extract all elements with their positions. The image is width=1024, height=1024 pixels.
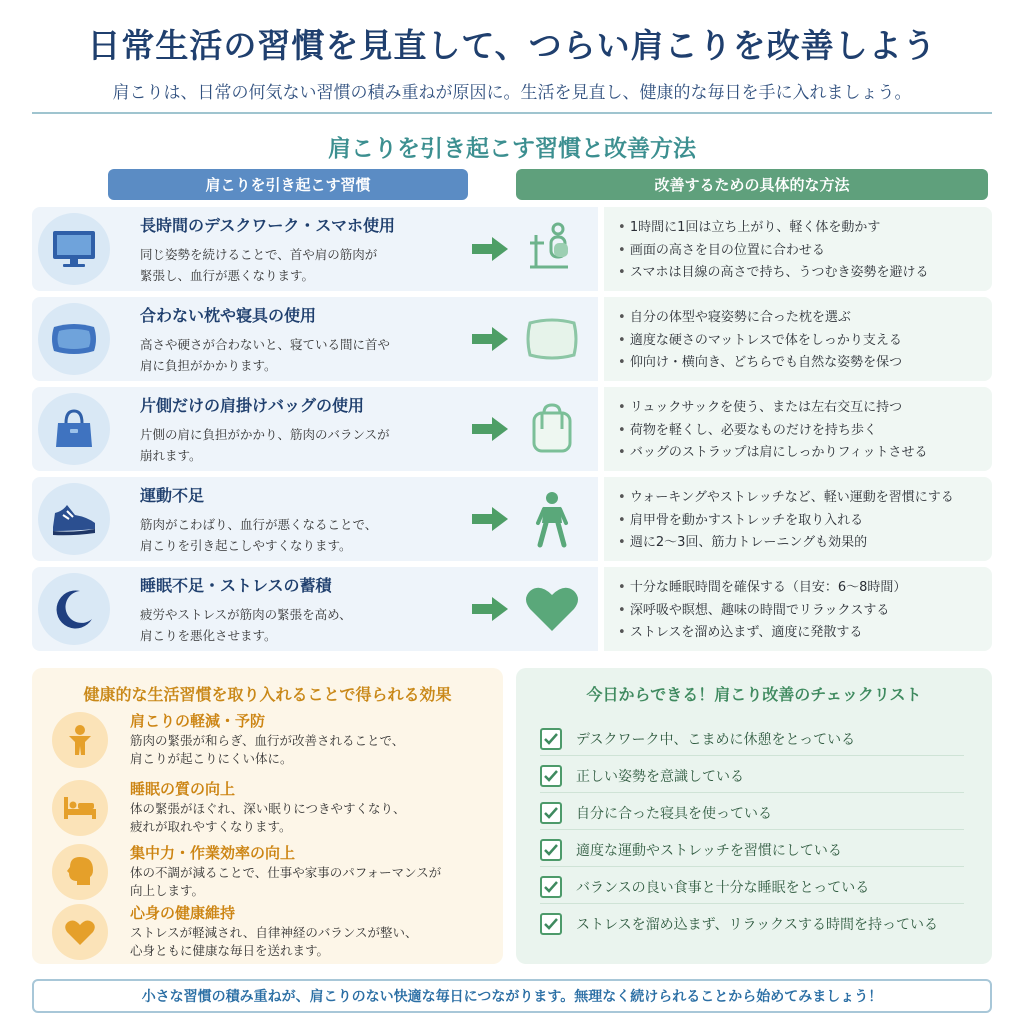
solution-card [604,477,992,561]
checklist-label: デスクワーク中、こまめに休憩をとっている [576,731,856,748]
tip-item: • 荷物を軽くし、必要なものだけを持ち歩く [618,420,992,443]
solution-card [604,297,992,381]
walking-person-icon [522,489,582,549]
page-subtitle: 肩こりは、日常の何気ない習慣の積み重ねが原因に。生活を見直し、健康的な毎日を手に入れましょう。 [112,83,912,103]
checklist-item[interactable] [540,907,964,941]
tip-list [618,577,992,645]
benefit-title: 肩こりの軽減・予防 [130,712,266,730]
solution-card [604,207,992,291]
benefit-title: 集中力・作業効率の向上 [130,844,296,862]
checklist-label: 自分に合った寝具を使っている [576,805,772,822]
checkbox-checked-icon[interactable] [540,913,562,935]
cause-desc: 高さや硬さが合わないと、寝ている間に首や 肩に負担がかかります。 [140,336,391,373]
arrow-right-icon [470,325,510,353]
checklist-label: 正しい姿勢を意識している [576,768,744,785]
section-title: 肩こりを引き起こす習慣と改善方法 [328,136,696,162]
checklist-item[interactable] [540,833,964,867]
checkbox-checked-icon[interactable] [540,802,562,824]
sneaker-icon [38,483,110,555]
cause-card [32,477,598,561]
tip-list [618,217,992,285]
cause-card [32,297,598,381]
tip-item: • 肩甲骨を動かすストレッチを取り入れる [618,510,992,533]
cause-desc: 筋肉がこわばり、血行が悪くなることで、 肩こりを引き起こしやすくなります。 [140,516,378,553]
checkbox-checked-icon[interactable] [540,876,562,898]
habit-row [32,297,992,381]
cause-card [32,207,598,291]
habit-row [32,207,992,291]
benefit-desc: 体の緊張がほぐれ、深い眠りにつきやすくなり、 疲れが取れやすくなります。 [130,801,406,834]
checklist-panel [516,668,992,964]
tip-item: • 十分な睡眠時間を確保する（目安：6〜8時間） [618,577,992,600]
benefit-desc: ストレスが軽減され、自律神経のバランスが整い、 心身ともに健康な毎日を送れます。 [130,925,418,958]
benefit-item [52,708,502,774]
tip-list [618,397,992,465]
checklist-label: ストレスを溜め込まず、リラックスする時間を持っている [576,917,939,933]
backpack-icon [522,399,582,459]
cause-title: 片側だけの肩掛けバッグの使用 [140,395,365,415]
stretching-person-icon [522,219,582,279]
bed-icon [52,780,108,836]
checklist-item[interactable] [540,722,964,756]
solution-card [604,567,992,651]
checkbox-checked-icon[interactable] [540,765,562,787]
tip-item: • 自分の体型や寝姿勢に合った枕を選ぶ [618,307,992,330]
habit-row [32,567,992,651]
habit-row [32,387,992,471]
tip-item: • スマホは目線の高さで持ち、うつむき姿勢を避ける [618,262,992,285]
checklist-label: 適度な運動やストレッチを習慣にしている [576,842,842,859]
monitor-icon [38,213,110,285]
cause-title: 合わない枕や寝具の使用 [140,305,317,325]
checklist-title: 今日からできる！肩こり改善のチェックリスト [586,685,922,704]
benefit-desc: 体の不調が減ることで、仕事や家事のパフォーマンスが 向上します。 [130,865,442,898]
checkbox-checked-icon[interactable] [540,728,562,750]
pillow-icon [522,309,582,369]
tip-item: • 画面の高さを目の位置に合わせる [618,240,992,263]
tip-item: • 週に2〜3回、筋力トレーニングも効果的 [618,532,992,555]
checklist-label: バランスの良い食事と十分な睡眠をとっている [576,879,870,896]
person-icon [52,712,108,768]
tip-item: • リュックサックを使う、または左右交互に持つ [618,397,992,420]
shoulder-bag-icon [38,393,110,465]
solution-card [604,387,992,471]
tip-item: • ウォーキングやストレッチなど、軽い運動を習慣にする [618,487,992,510]
cause-desc: 同じ姿勢を続けることで、首や肩の筋肉が 緊張し、血行が悪くなります。 [140,246,378,283]
benefit-title: 心身の健康維持 [130,904,236,922]
heart-icon [52,904,108,960]
tip-item: • 深呼吸や瞑想、趣味の時間でリラックスする [618,600,992,623]
tip-item: • ストレスを溜め込まず、適度に発散する [618,622,992,645]
header-causes: 肩こりを引き起こす習慣 [108,169,468,200]
pillow-icon [38,303,110,375]
cause-desc: 片側の肩に負担がかかり、筋肉のバランスが 崩れます。 [140,426,390,463]
benefit-item [52,900,502,966]
habit-row [32,477,992,561]
tip-list [618,487,992,555]
cause-title: 長時間のデスクワーク・スマホ使用 [140,215,396,235]
checkbox-checked-icon[interactable] [540,839,562,861]
cause-desc: 疲労やストレスが筋肉の緊張を高め、 肩こりを悪化させます。 [140,606,352,643]
benefit-item [52,776,502,842]
arrow-right-icon [470,595,510,623]
benefit-title: 睡眠の質の向上 [130,780,236,798]
cause-card [32,387,598,471]
checklist-item[interactable] [540,796,964,830]
arrow-right-icon [470,235,510,263]
checklist-item[interactable] [540,870,964,904]
heart-icon [522,579,582,639]
divider [32,112,992,114]
tip-item: • 1時間に1回は立ち上がり、軽く体を動かす [618,217,992,240]
header-solutions: 改善するための具体的な方法 [516,169,988,200]
tip-item: • 適度な硬さのマットレスで体をしっかり支える [618,330,992,353]
benefit-item [52,840,502,906]
arrow-right-icon [470,415,510,443]
head-icon [52,844,108,900]
benefit-desc: 筋肉の緊張が和らぎ、血行が改善されることで、 肩こりが起こりにくい体に。 [130,733,405,766]
tip-list [618,307,992,375]
benefits-panel [32,668,503,964]
tip-item: • 仰向け・横向き、どちらでも自然な姿勢を保つ [618,352,992,375]
cause-title: 睡眠不足・ストレスの蓄積 [140,575,332,595]
footer-message: 小さな習慣の積み重ねが、肩こりのない快適な毎日につながります。無理なく続けられることから始めてみましょう！ [32,979,992,1013]
arrow-right-icon [470,505,510,533]
benefits-title: 健康的な生活習慣を取り入れることで得られる効果 [83,685,452,704]
tip-item: • バッグのストラップは肩にしっかりフィットさせる [618,442,992,465]
cause-card [32,567,598,651]
checklist-item[interactable] [540,759,964,793]
moon-icon [38,573,110,645]
cause-title: 運動不足 [140,485,205,505]
page-title: 日常生活の習慣を見直して、つらい肩こりを改善しよう [87,26,937,65]
